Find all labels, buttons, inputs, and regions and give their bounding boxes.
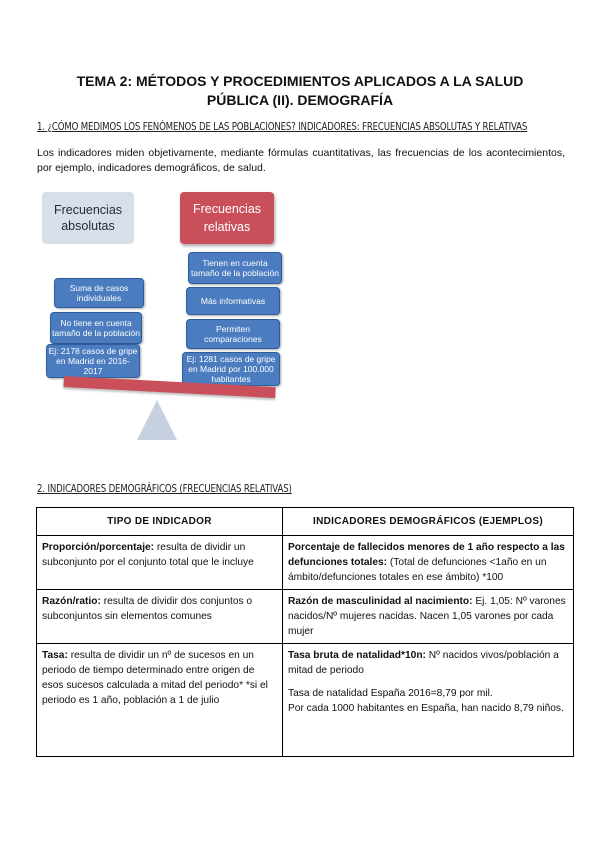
- indicator-example-term: Razón de masculinidad al nacimiento:: [288, 596, 473, 607]
- relative-item: Más informativas: [186, 287, 280, 315]
- indicator-type-text: resulta de dividir dos conjuntos o subconjuntos sin elementos comunes: [42, 596, 253, 622]
- indicator-type-cell: [37, 644, 283, 757]
- indicator-type-cell: [37, 536, 283, 590]
- relative-item: Ej: 1281 casos de gripe en Madrid por 100.000 habitantes: [182, 352, 280, 386]
- indicator-example-extra: Tasa de natalidad España 2016=8,79 por mil.: [288, 688, 493, 699]
- indicator-type-text: resulta de dividir un nº de sucesos en un periodo de tiempo determinado entre origen de esos sucesos calculada a mitad del periodo* *si el periodo es 1 año, población a 1 de julio: [42, 650, 268, 706]
- indicator-example-cell: [283, 590, 574, 644]
- absolute-frequency-box: Frecuencias absolutas: [42, 192, 134, 244]
- title-line-1: TEMA 2: MÉTODOS Y PROCEDIMIENTOS APLICADOS A LA SALUD: [76, 73, 524, 89]
- section-1-intro: Los indicadores miden objetivamente, mediante fórmulas cuantitativas, las frecuencias de los acontecimientos, por ejemplo, indicadores demográficos, de salud.: [37, 147, 565, 174]
- indicator-example-extra: Por cada 1000 habitantes en España, han nacido 8,79 niños.: [288, 703, 564, 714]
- section-2-heading: 2. INDICADORES DEMOGRÁFICOS (FRECUENCIAS RELATIVAS): [37, 483, 292, 495]
- indicator-type-term: Proporción/porcentaje:: [42, 542, 155, 553]
- table-row: [37, 536, 574, 590]
- column-header: INDICADORES DEMOGRÁFICOS (EJEMPLOS): [283, 508, 574, 536]
- title-line-2: PÚBLICA (II). DEMOGRAFÍA: [206, 92, 394, 108]
- spacer: [288, 678, 568, 686]
- section-1-heading: 1. ¿CÓMO MEDIMOS LOS FENÓMENOS DE LAS POBLACIONES? INDICADORES: FRECUENCIAS ABSOLUTAS Y RELATIVAS: [37, 121, 528, 133]
- indicator-example-text: Ej. 1,05: Nº varones nacidos/Nº mujeres nacidas. Nacen 1,05 varones por cada mujer: [288, 596, 566, 637]
- indicator-example-text: Nº nacidos vivos/población a mitad de periodo: [288, 650, 559, 676]
- indicators-table: [36, 507, 574, 757]
- relative-item: Permiten comparaciones: [186, 319, 280, 349]
- relative-frequency-box: Frecuencias relativas: [180, 192, 274, 244]
- absolute-item: Suma de casos individuales: [54, 278, 144, 308]
- indicator-type-term: Tasa:: [42, 650, 68, 661]
- indicator-type-text: resulta de dividir un subconjunto por el conjunto total que le incluye: [42, 542, 254, 568]
- table-header-row: [37, 508, 574, 536]
- indicator-example-cell: [283, 644, 574, 757]
- column-header: TIPO DE INDICADOR: [37, 508, 283, 536]
- indicator-type-term: Razón/ratio:: [42, 596, 101, 607]
- relative-item: Tienen en cuenta tamaño de la población: [188, 252, 282, 284]
- indicator-example-cell: [283, 536, 574, 590]
- balance-fulcrum: [137, 400, 177, 440]
- table-row: [37, 644, 574, 757]
- absolute-item: No tiene en cuenta tamaño de la población: [50, 312, 142, 344]
- indicator-type-cell: [37, 590, 283, 644]
- indicator-example-text: (Total de defunciones <1año en un ámbito/defunciones totales en ese ámbito) *100: [288, 557, 547, 583]
- absolute-item: Ej: 2178 casos de gripe en Madrid en 2016-2017: [46, 344, 140, 378]
- document-title: [40, 72, 560, 110]
- frequency-balance-diagram: [36, 190, 286, 445]
- table-row: [37, 590, 574, 644]
- indicator-example-term: Porcentaje de fallecidos menores de 1 año respecto a las defunciones totales:: [288, 542, 565, 568]
- indicator-example-term: Tasa bruta de natalidad*10n:: [288, 650, 426, 661]
